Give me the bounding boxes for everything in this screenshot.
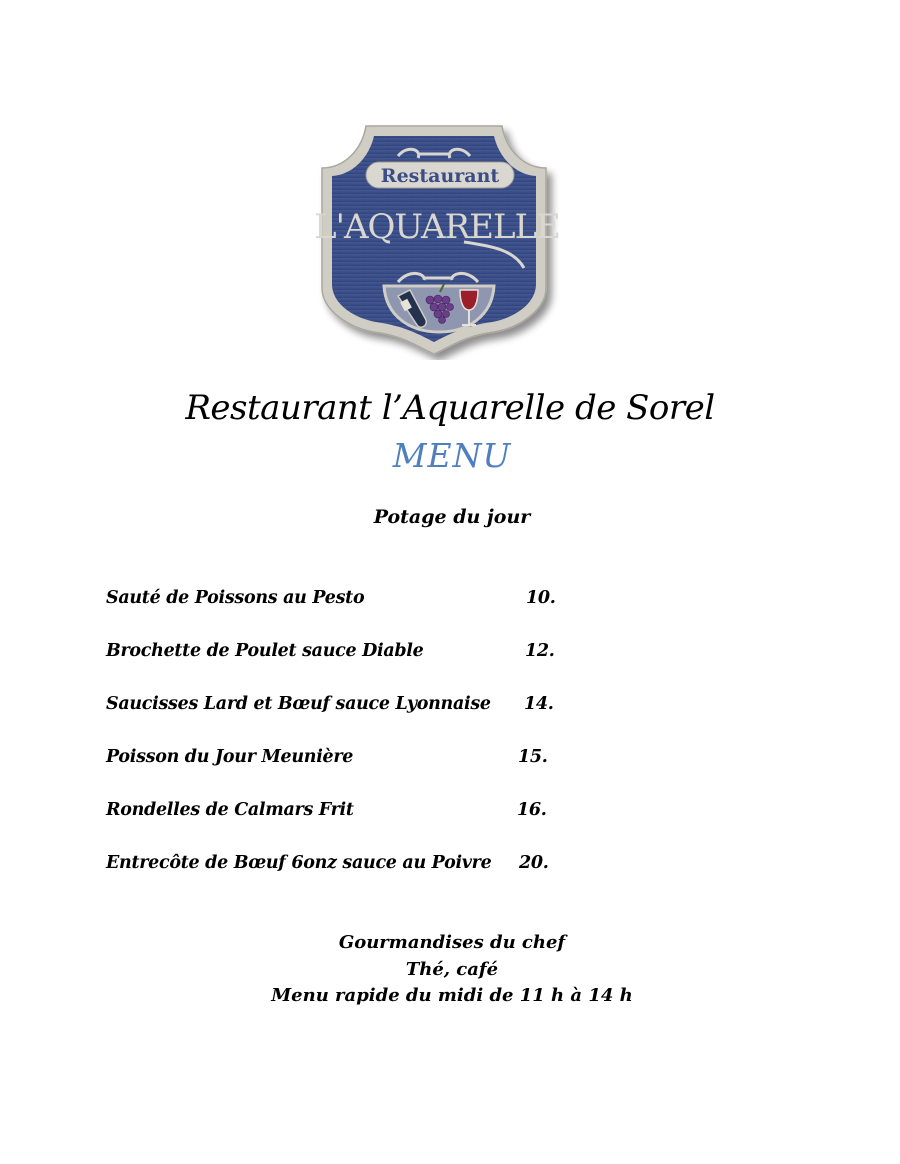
menu-item-price: 14. bbox=[524, 694, 554, 714]
menu-item-name: Rondelles de Calmars Frit bbox=[106, 800, 354, 820]
restaurant-logo-sign bbox=[314, 120, 566, 360]
menu-items-list bbox=[106, 588, 666, 906]
logo-top-text: Restaurant bbox=[380, 165, 500, 187]
menu-item-name: Poisson du Jour Meunière bbox=[106, 747, 354, 767]
menu-item-price: 15. bbox=[518, 747, 548, 767]
footer-notes bbox=[0, 930, 900, 1010]
logo-sign-graphic bbox=[314, 120, 566, 360]
menu-item-name: Entrecôte de Bœuf 6onz sauce au Poivre bbox=[106, 853, 492, 873]
page-title: Restaurant l’Aquarelle de Sorel bbox=[185, 388, 715, 428]
menu-heading: MENU bbox=[392, 436, 512, 475]
menu-item bbox=[106, 747, 666, 800]
menu-item-price: 20. bbox=[519, 853, 549, 873]
menu-item-price: 12. bbox=[525, 641, 555, 661]
footer-hours: Menu rapide du midi de 11 h à 14 h bbox=[271, 985, 633, 1006]
menu-item bbox=[106, 588, 666, 641]
menu-item bbox=[106, 694, 666, 747]
footer-desserts: Gourmandises du chef bbox=[338, 932, 566, 953]
menu-item-price: 16. bbox=[517, 800, 547, 820]
menu-item-name: Sauté de Poissons au Pesto bbox=[106, 588, 365, 608]
logo-main-text: L'AQUARELLE bbox=[314, 207, 560, 247]
soup-of-the-day: Potage du jour bbox=[373, 506, 531, 528]
menu-item bbox=[106, 641, 666, 694]
menu-item bbox=[106, 800, 666, 853]
menu-item-price: 10. bbox=[526, 588, 556, 608]
footer-drinks: Thé, café bbox=[405, 958, 499, 980]
menu-item-name: Saucisses Lard et Bœuf sauce Lyonnaise bbox=[106, 694, 491, 714]
menu-item bbox=[106, 853, 666, 906]
menu-item-name: Brochette de Poulet sauce Diable bbox=[106, 641, 424, 661]
